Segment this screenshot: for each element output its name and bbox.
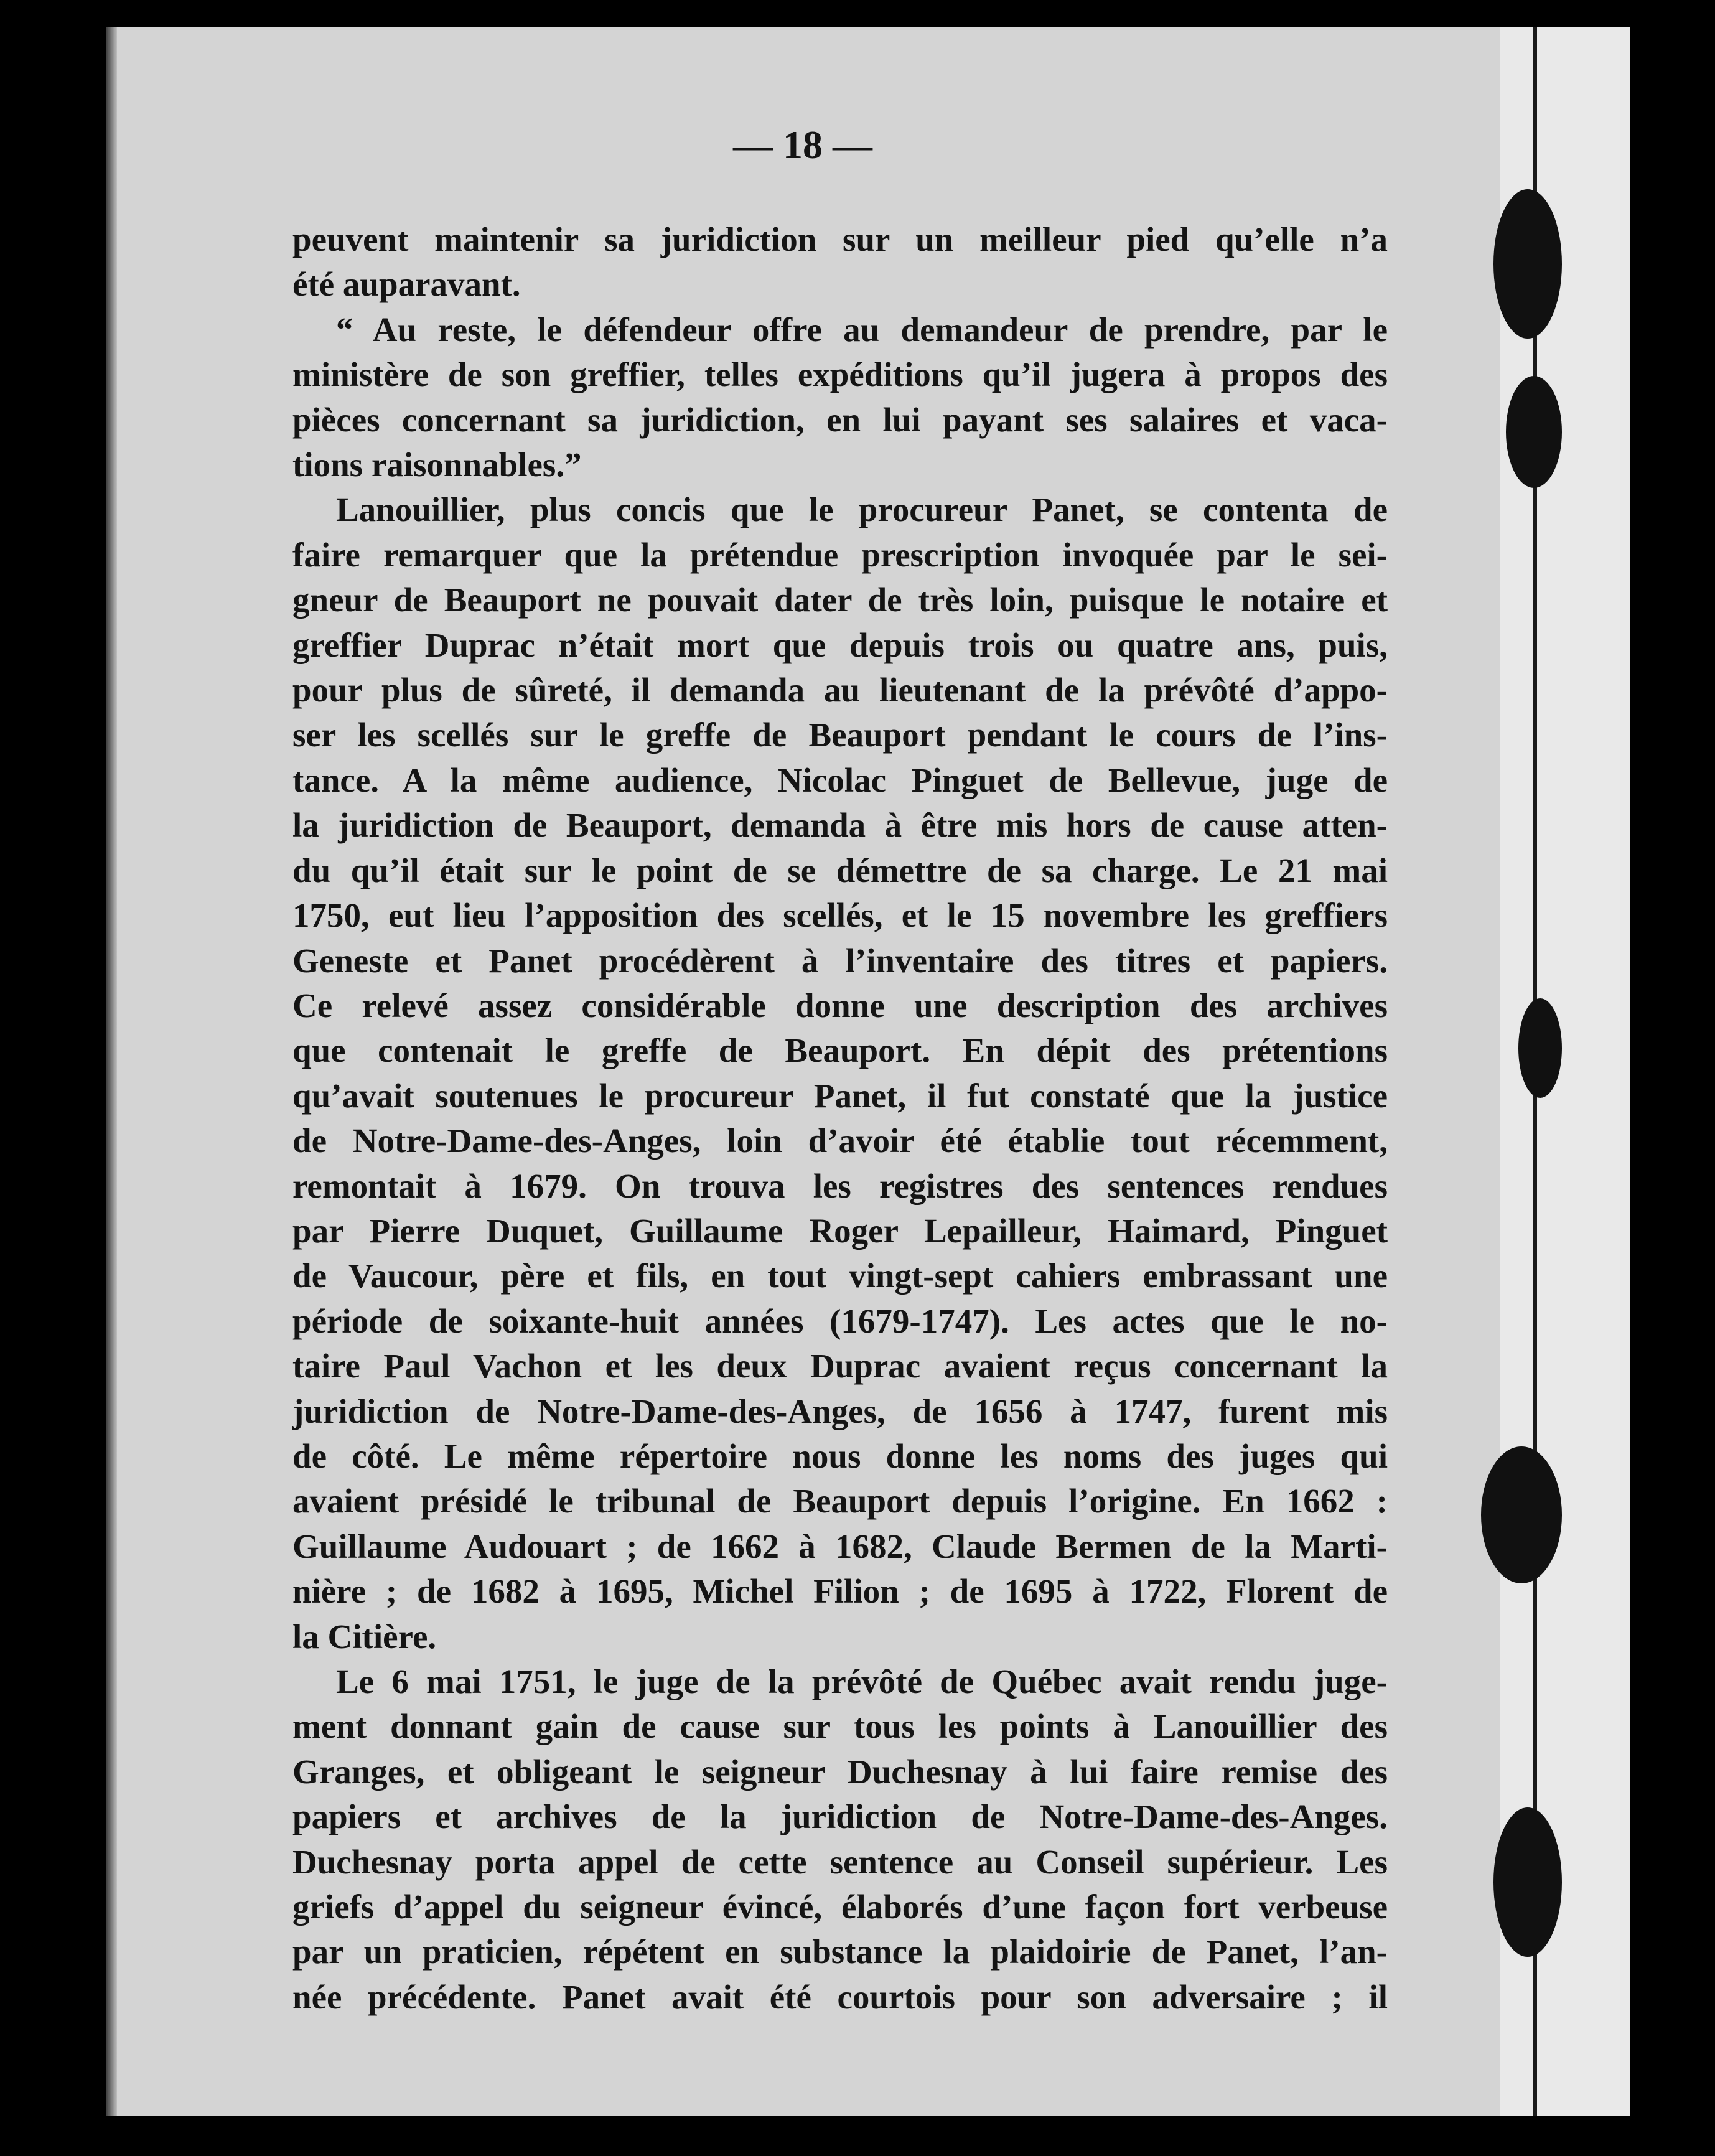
text-line: née précédente. Panet avait été courtois pour son adversaire ; il: [292, 1977, 1388, 2016]
text-line: remontait à 1679. On trouva les registres des sentences rendues: [292, 1166, 1388, 1205]
text-line: de côté. Le même répertoire nous donne les noms des juges qui: [292, 1437, 1388, 1475]
text-line: tions raisonnables.”: [292, 446, 582, 484]
text-line: taire Paul Vachon et les deux Duprac avaient reçus concernant la: [292, 1347, 1388, 1385]
text-line: peuvent maintenir sa juridiction sur un meilleur pied qu’elle n’a: [292, 220, 1388, 258]
text-line: que contenait le greffe de Beauport. En dépit des prétentions: [292, 1031, 1388, 1070]
text-line: Guillaume Audouart ; de 1662 à 1682, Claude Bermen de la Marti-: [292, 1527, 1388, 1565]
text-line: Ce relevé assez considérable donne une description des archives: [292, 986, 1388, 1024]
page-edge-shadow: [106, 27, 117, 2116]
text-line: tance. A la même audience, Nicolac Pinguet de Bellevue, juge de: [292, 761, 1388, 799]
text-line: par Pierre Duquet, Guillaume Roger Lepailleur, Haimard, Pinguet: [292, 1211, 1388, 1250]
text-line: gneur de Beauport ne pouvait dater de très loin, puisque le notaire et: [292, 581, 1388, 619]
text-line: griefs d’appel du seigneur évincé, élaborés d’une façon fort verbeuse: [292, 1888, 1388, 1926]
page-number: — 18 —: [733, 123, 872, 167]
text-line: Geneste et Panet procédèrent à l’inventaire des titres et papiers.: [292, 941, 1388, 980]
text-line: Lanouillier, plus concis que le procureur Panet, se contenta de: [336, 490, 1388, 529]
binding-edge: [1500, 27, 1630, 2116]
text-line: de Notre-Dame-des-Anges, loin d’avoir été établie tout récemment,: [292, 1122, 1388, 1160]
binding-blot: [1481, 1446, 1562, 1583]
binding-blot: [1518, 998, 1562, 1098]
text-line: Granges, et obligeant le seigneur Duchesnay à lui faire remise des: [292, 1752, 1388, 1791]
text-line: la Citière.: [292, 1617, 437, 1656]
text-line: nière ; de 1682 à 1695, Michel Filion ; de 1695 à 1722, Florent de: [292, 1572, 1388, 1611]
text-line: pour plus de sûreté, il demanda au lieutenant de la prévôté d’appo-: [292, 671, 1388, 710]
text-line: 1750, eut lieu l’apposition des scellés, et le 15 novembre les greffiers: [292, 896, 1388, 935]
text-line: la juridiction de Beauport, demanda à être mis hors de cause atten-: [292, 806, 1388, 845]
text-line: “ Au reste, le défendeur offre au demandeur de prendre, par le: [336, 310, 1388, 349]
text-line: qu’avait soutenues le procureur Panet, il fut constaté que la justice: [292, 1076, 1388, 1115]
document-page: [106, 27, 1630, 2116]
binding-blot: [1506, 376, 1562, 488]
text-line: faire remarquer que la prétendue prescription invoquée par le sei-: [292, 535, 1388, 574]
text-line: période de soixante-huit années (1679-1747). Les actes que le no-: [292, 1301, 1388, 1340]
text-line: greffier Duprac n’était mort que depuis trois ou quatre ans, puis,: [292, 626, 1388, 664]
text-line: ministère de son greffier, telles expéditions qu’il jugera à propos des: [292, 355, 1388, 394]
text-line: papiers et archives de la juridiction de Notre-Dame-des-Anges.: [292, 1797, 1388, 1836]
binding-blot: [1493, 189, 1562, 339]
text-line: ment donnant gain de cause sur tous les points à Lanouillier des: [292, 1707, 1388, 1746]
text-line: été auparavant.: [292, 265, 521, 304]
text-line: pièces concernant sa juridiction, en lui payant ses salaires et vaca-: [292, 400, 1388, 439]
text-line: du qu’il était sur le point de se démettre de sa charge. Le 21 mai: [292, 851, 1388, 889]
text-line: avaient présidé le tribunal de Beauport depuis l’origine. En 1662 :: [292, 1482, 1388, 1521]
text-line: par un praticien, répétent en substance la plaidoirie de Panet, l’an-: [292, 1933, 1388, 1971]
text-line: Le 6 mai 1751, le juge de la prévôté de Québec avait rendu juge-: [336, 1662, 1388, 1700]
text-line: ser les scellés sur le greffe de Beauport pendant le cours de l’ins-: [292, 716, 1388, 754]
text-line: de Vaucour, père et fils, en tout vingt-sept cahiers embrassant une: [292, 1257, 1388, 1295]
binding-blot: [1493, 1807, 1562, 1957]
body-text: [292, 217, 1388, 2020]
text-line: Duchesnay porta appel de cette sentence au Conseil supérieur. Les: [292, 1842, 1388, 1881]
text-line: juridiction de Notre-Dame-des-Anges, de 1656 à 1747, furent mis: [292, 1392, 1388, 1430]
